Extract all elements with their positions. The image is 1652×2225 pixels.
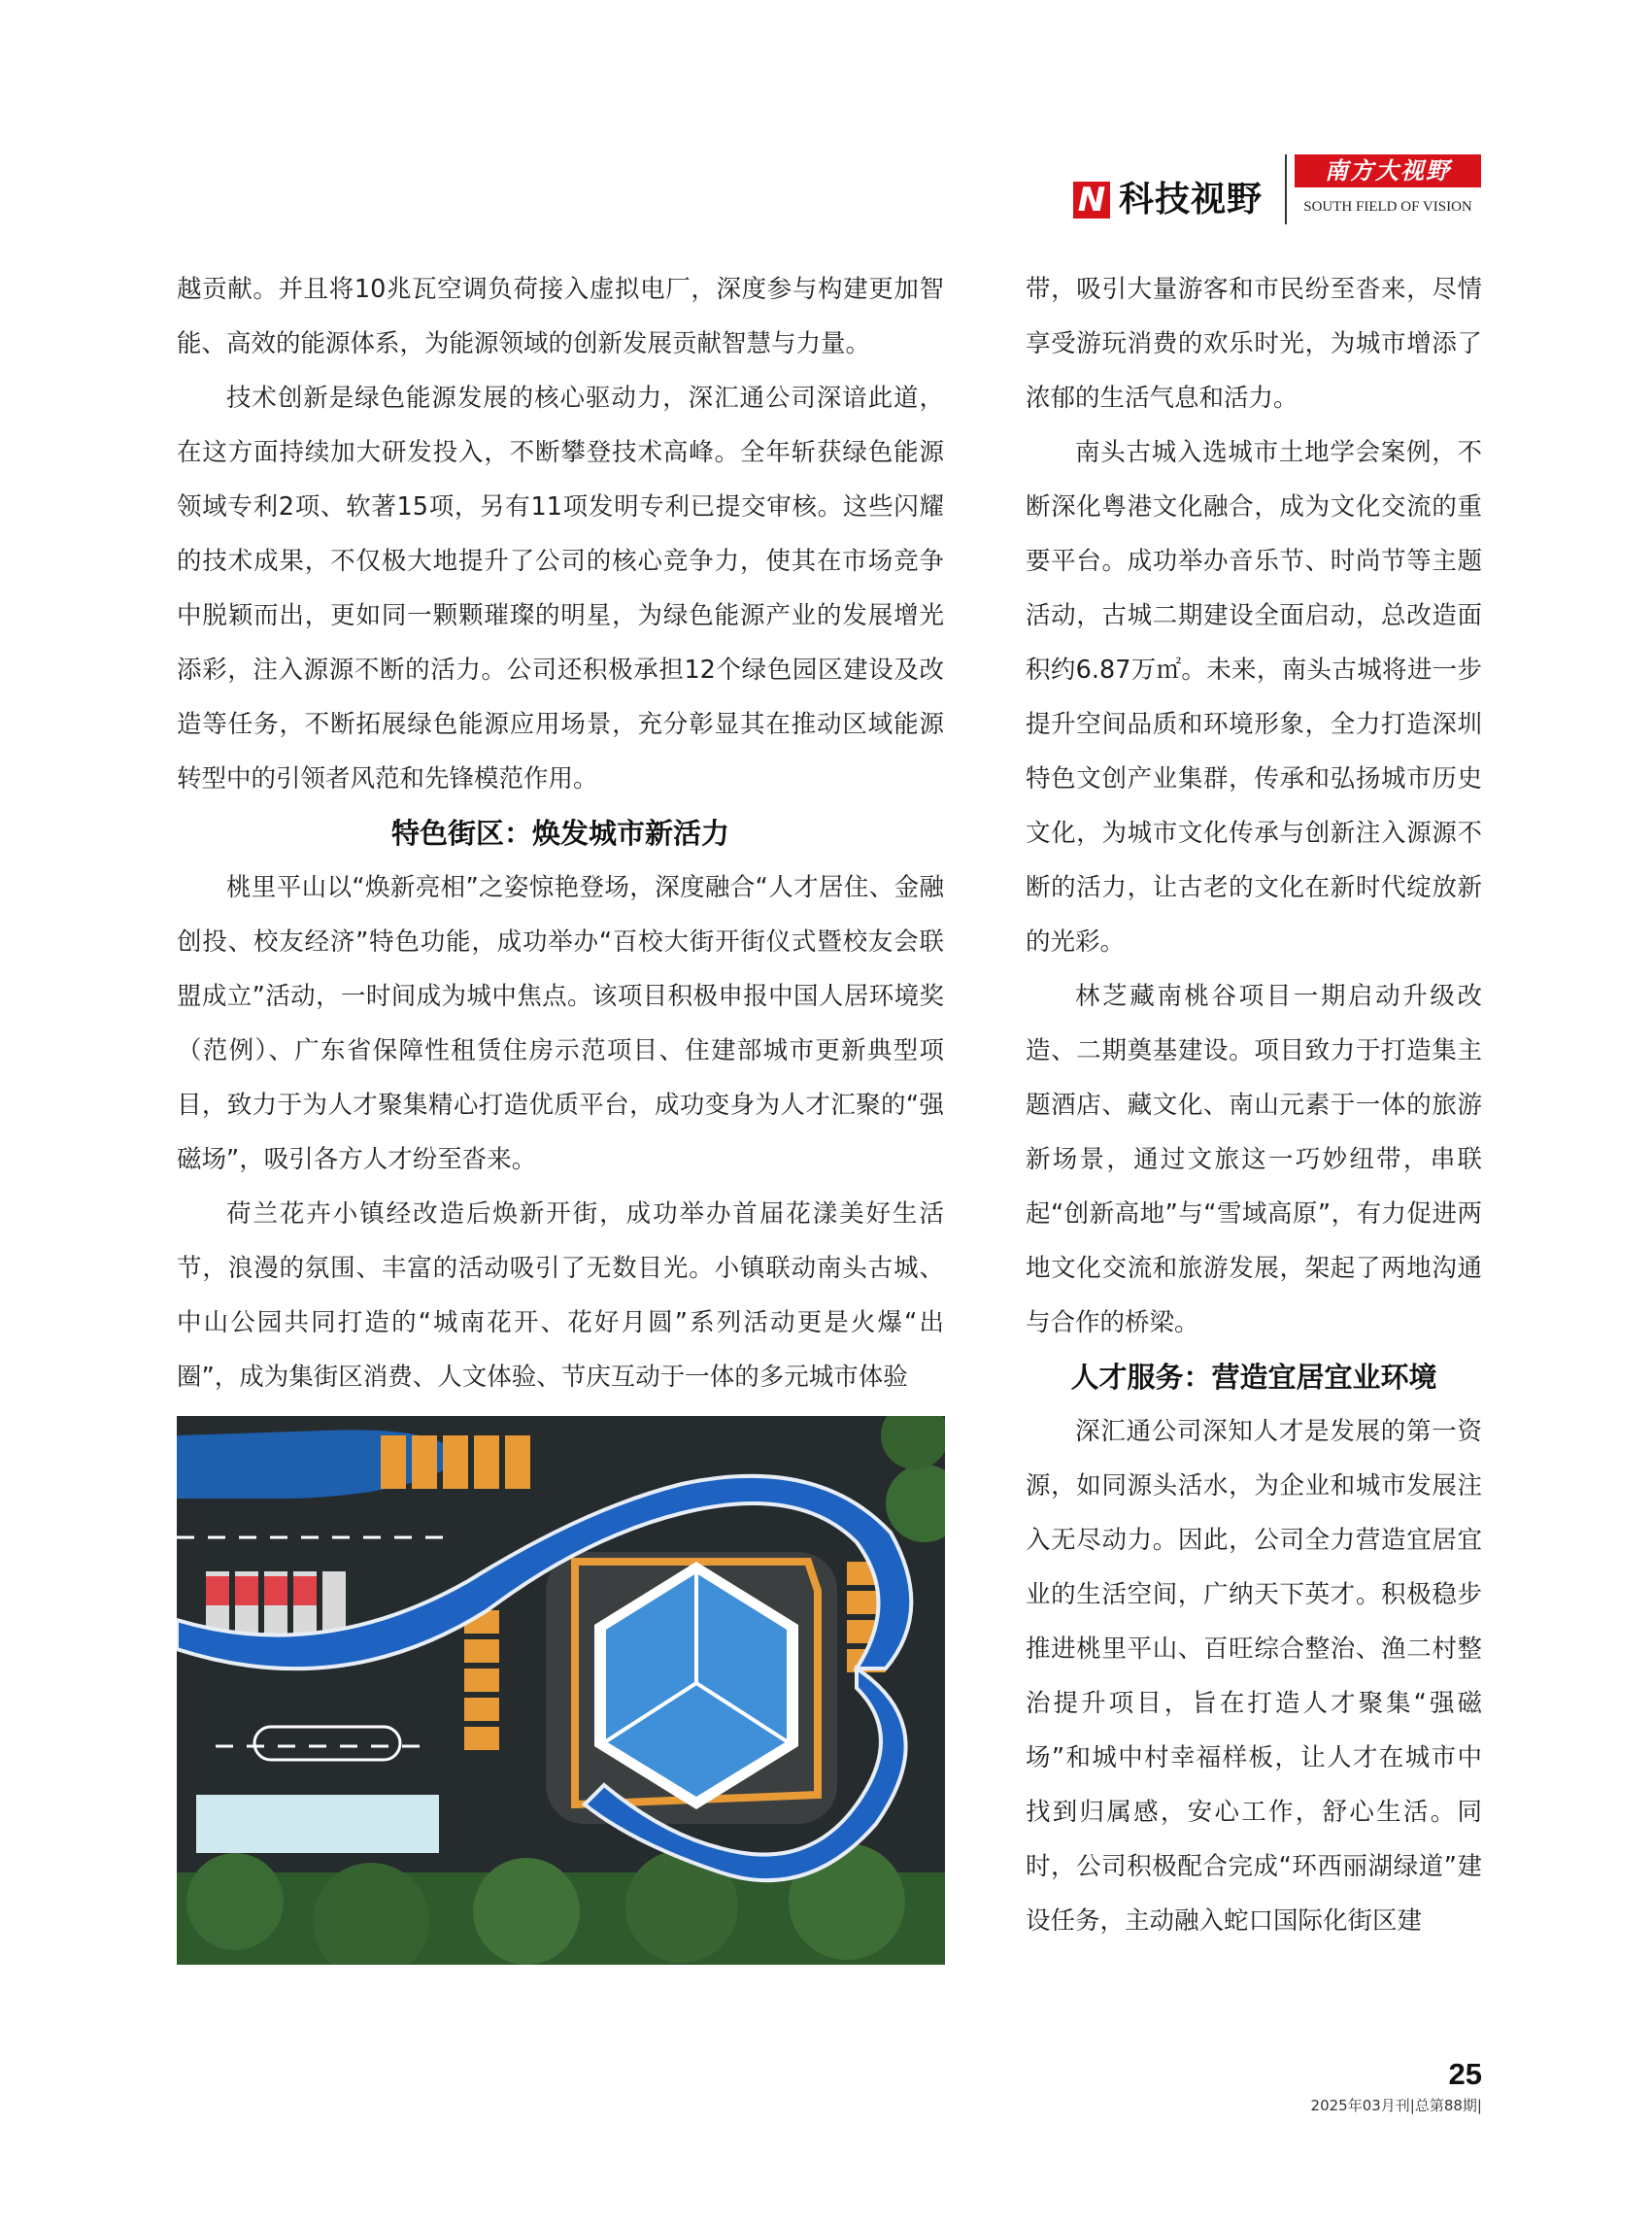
paragraph: 越贡献。并且将10兆瓦空调负荷接入虚拟电厂，深度参与构建更加智能、高效的能源体系，为能源领域的创新发展贡献智慧与力量。: [177, 275, 944, 358]
magazine-logo-icon: N: [1073, 182, 1110, 219]
paragraph: 深汇通公司深知人才是发展的第一资源，如同源头活水，为企业和城市发展注入无尽动力。因此，公司全力营造宜居宜业的生活空间，广纳天下英才。积极稳步推进桃里平山、百旺综合整治、渔二村整治提升项目，旨在打造人才聚集“强磁场”和城中村幸福样板，让人才在城市中找到归属感，安心工作，舒心生活。同时，公司积极配合完成“环西丽湖绿道”建设任务，主动融入蛇口国际化街区建: [1026, 1417, 1482, 1936]
section-heading: 特色街区：焕发城市新活力: [390, 817, 729, 850]
left-column: [177, 262, 944, 1404]
paragraph: 技术创新是绿色能源发展的核心驱动力，深汇通公司深谙此道，在这方面持续加大研发投入，不断攀登技术高峰。全年斩获绿色能源领域专利2项、软著15项，另有11项发明专利已提交审核。这些闪耀的技术成果，不仅极大地提升了公司的核心竞争力，使其在市场竞争中脱颖而出，更如同一颗颗璀璨的明星，为绿色能源产业的发展增光添彩，注入源源不断的活力。公司还积极承担12个绿色园区建设及改造等任务，不断拓展绿色能源应用场景，充分彰显其在推动区域能源转型中的引领者风范和先锋模范作用。: [177, 384, 944, 793]
paragraph: 林芝藏南桃谷项目一期启动升级改造、二期奠基建设。项目致力于打造集主题酒店、藏文化、南山元素于一体的旅游新场景，通过文旅这一巧妙纽带，串联起“创新高地”与“雪域高原”，有力促进两地文化交流和旅游发展，架起了两地沟通与合作的桥梁。: [1026, 982, 1482, 1337]
right-column: [1026, 262, 1482, 1948]
brand-subtitle: SOUTH FIELD OF VISION: [1303, 199, 1472, 215]
brand-title: 南方大视野: [1295, 154, 1481, 187]
aerial-photo-illustration: [177, 1416, 945, 1965]
aerial-photo: [177, 1416, 945, 1965]
paragraph: 南头古城入选城市土地学会案例，不断深化粤港文化融合，成为文化交流的重要平台。成功举办音乐节、时尚节等主题活动，古城二期建设全面启动，总改造面积约6.87万㎡。未来，南头古城将进一步提升空间品质和环境形象，全力打造深圳特色文创产业集群，传承和弘扬城市历史文化，为城市文化传承与创新注入源源不断的活力，让古老的文化在新时代绽放新的光彩。: [1026, 438, 1482, 957]
section-heading: 人才服务：营造宜居宜业环境: [1070, 1361, 1437, 1394]
issue-info: 2025年03月刊|总第88期|: [1310, 2097, 1482, 2114]
paragraph: 荷兰花卉小镇经改造后焕新开街，成功举办首届花漾美好生活节，浪漫的氛围、丰富的活动吸引了无数目光。小镇联动南头古城、中山公园共同打造的“城南花开、花好月圆”系列活动更是火爆“出圈”，成为集街区消费、人文体验、节庆互动于一体的多元城市体验: [177, 1199, 944, 1392]
page-number: 25: [1448, 2057, 1482, 2091]
masthead-divider: [1285, 154, 1287, 224]
paragraph: 桃里平山以“焕新亮相”之姿惊艳登场，深度融合“人才居住、金融创投、校友经济”特色功能，成功举办“百校大街开街仪式暨校友会联盟成立”活动，一时间成为城中焦点。该项目积极申报中国人居环境奖（范例）、广东省保障性租赁住房示范项目、住建部城市更新典型项目，致力于为人才聚集精心打造优质平台，成功变身为人才汇聚的“强磁场”，吸引各方人才纷至沓来。: [177, 873, 944, 1174]
section-title: 科技视野: [1119, 179, 1264, 219]
paragraph: 带，吸引大量游客和市民纷至沓来，尽情享受游玩消费的欢乐时光，为城市增添了浓郁的生活气息和活力。: [1026, 275, 1482, 413]
masthead: [1073, 151, 1481, 226]
